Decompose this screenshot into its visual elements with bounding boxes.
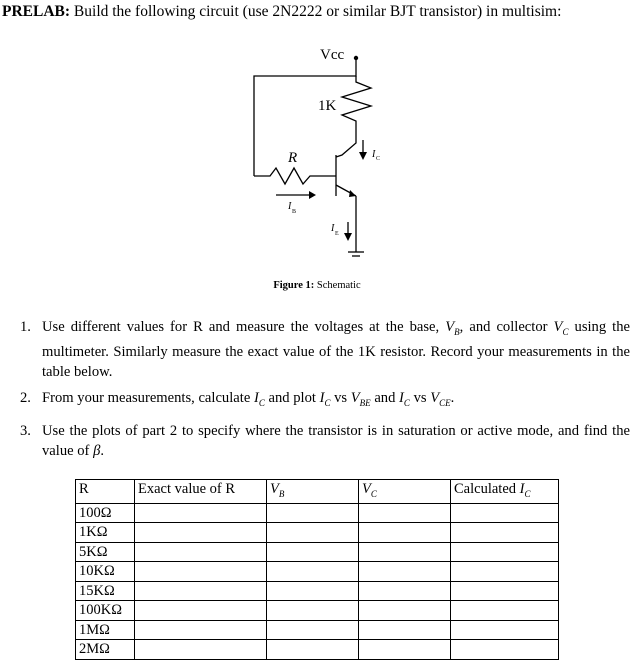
empty-cell[interactable] bbox=[359, 523, 451, 543]
table-row bbox=[76, 523, 559, 543]
table-header-row bbox=[76, 480, 559, 504]
item-number: 3. bbox=[20, 423, 31, 439]
list-item bbox=[20, 421, 630, 461]
list-item bbox=[20, 317, 630, 382]
ib-label: I bbox=[288, 201, 292, 212]
ib-subscript: B bbox=[292, 209, 297, 215]
item-number: 1. bbox=[20, 319, 31, 335]
r-value-cell: 5KΩ bbox=[76, 542, 135, 562]
r-value-cell: 15KΩ bbox=[76, 581, 135, 601]
empty-cell[interactable] bbox=[451, 503, 559, 523]
table-row bbox=[76, 620, 559, 640]
header-vb: $V_B$ bbox=[267, 480, 359, 504]
r-value-cell: 100KΩ bbox=[76, 601, 135, 621]
empty-cell[interactable] bbox=[267, 542, 359, 562]
empty-cell[interactable] bbox=[267, 562, 359, 582]
empty-cell[interactable] bbox=[359, 542, 451, 562]
header-exact-r: Exact value of R bbox=[135, 480, 267, 504]
list-item bbox=[20, 388, 630, 413]
ic-subscript: C bbox=[376, 156, 381, 162]
empty-cell[interactable] bbox=[267, 581, 359, 601]
ie-subscript: E bbox=[335, 231, 339, 237]
r-value-cell: 1KΩ bbox=[76, 523, 135, 543]
figure-caption bbox=[0, 280, 634, 291]
table-row bbox=[76, 640, 559, 660]
schematic bbox=[0, 0, 634, 300]
caption-text: Schematic bbox=[316, 280, 361, 291]
measurement-table bbox=[75, 479, 559, 660]
empty-cell[interactable] bbox=[135, 542, 267, 562]
empty-cell[interactable] bbox=[451, 542, 559, 562]
empty-cell[interactable] bbox=[267, 523, 359, 543]
empty-cell[interactable] bbox=[451, 601, 559, 621]
empty-cell[interactable] bbox=[451, 523, 559, 543]
empty-cell[interactable] bbox=[135, 640, 267, 660]
empty-cell[interactable] bbox=[359, 620, 451, 640]
table-row bbox=[76, 562, 559, 582]
r-value-cell: 10KΩ bbox=[76, 562, 135, 582]
base-resistor-label: R bbox=[288, 150, 298, 166]
r-value-cell: 1MΩ bbox=[76, 620, 135, 640]
empty-cell[interactable] bbox=[135, 562, 267, 582]
empty-cell[interactable] bbox=[359, 640, 451, 660]
empty-cell[interactable] bbox=[451, 562, 559, 582]
item-text: Use different values for R and measure the voltages at the base, $V_B$, and collector $V_C$ using the multimeter. Similarly measure the exact value of the 1K resistor. Record your measurements in the table below. bbox=[42, 319, 631, 380]
empty-cell[interactable] bbox=[267, 640, 359, 660]
empty-cell[interactable] bbox=[267, 620, 359, 640]
empty-cell[interactable] bbox=[451, 581, 559, 601]
table-row bbox=[76, 503, 559, 523]
ie-label: I bbox=[331, 223, 335, 234]
table-row bbox=[76, 581, 559, 601]
empty-cell[interactable] bbox=[451, 640, 559, 660]
prelab-label: PRELAB: bbox=[2, 3, 71, 20]
header-ic: Calculated $I_C$ bbox=[451, 480, 559, 504]
item-text: Use the plots of part 2 to specify where the transistor is in saturation or active mode, and find the value of β. bbox=[42, 423, 630, 459]
vcc-label: Vcc bbox=[320, 47, 345, 63]
prelab-text: Build the following circuit (use 2N2222 or similar BJT transistor) in multisim: bbox=[73, 3, 562, 20]
caption-label: Figure 1: bbox=[273, 280, 315, 291]
table-row bbox=[76, 542, 559, 562]
empty-cell[interactable] bbox=[135, 523, 267, 543]
r-value-cell: 2MΩ bbox=[76, 640, 135, 660]
empty-cell[interactable] bbox=[359, 581, 451, 601]
empty-cell[interactable] bbox=[135, 620, 267, 640]
header-r: R bbox=[76, 480, 135, 504]
empty-cell[interactable] bbox=[135, 503, 267, 523]
empty-cell[interactable] bbox=[267, 503, 359, 523]
r-value-cell: 100Ω bbox=[76, 503, 135, 523]
empty-cell[interactable] bbox=[135, 601, 267, 621]
empty-cell[interactable] bbox=[135, 581, 267, 601]
ic-label: I bbox=[372, 149, 376, 160]
empty-cell[interactable] bbox=[359, 562, 451, 582]
header-vc: $V_C$ bbox=[359, 480, 451, 504]
empty-cell[interactable] bbox=[451, 620, 559, 640]
item-number: 2. bbox=[20, 390, 31, 406]
empty-cell[interactable] bbox=[359, 503, 451, 523]
table-row bbox=[76, 601, 559, 621]
collector-resistor-label: 1K bbox=[318, 98, 337, 114]
empty-cell[interactable] bbox=[267, 601, 359, 621]
item-text: From your measurements, calculate $I_C$ and plot $I_C$ vs $V_{BE}$ and $I_C$ vs $V_{CE}$. bbox=[42, 390, 455, 408]
empty-cell[interactable] bbox=[359, 601, 451, 621]
